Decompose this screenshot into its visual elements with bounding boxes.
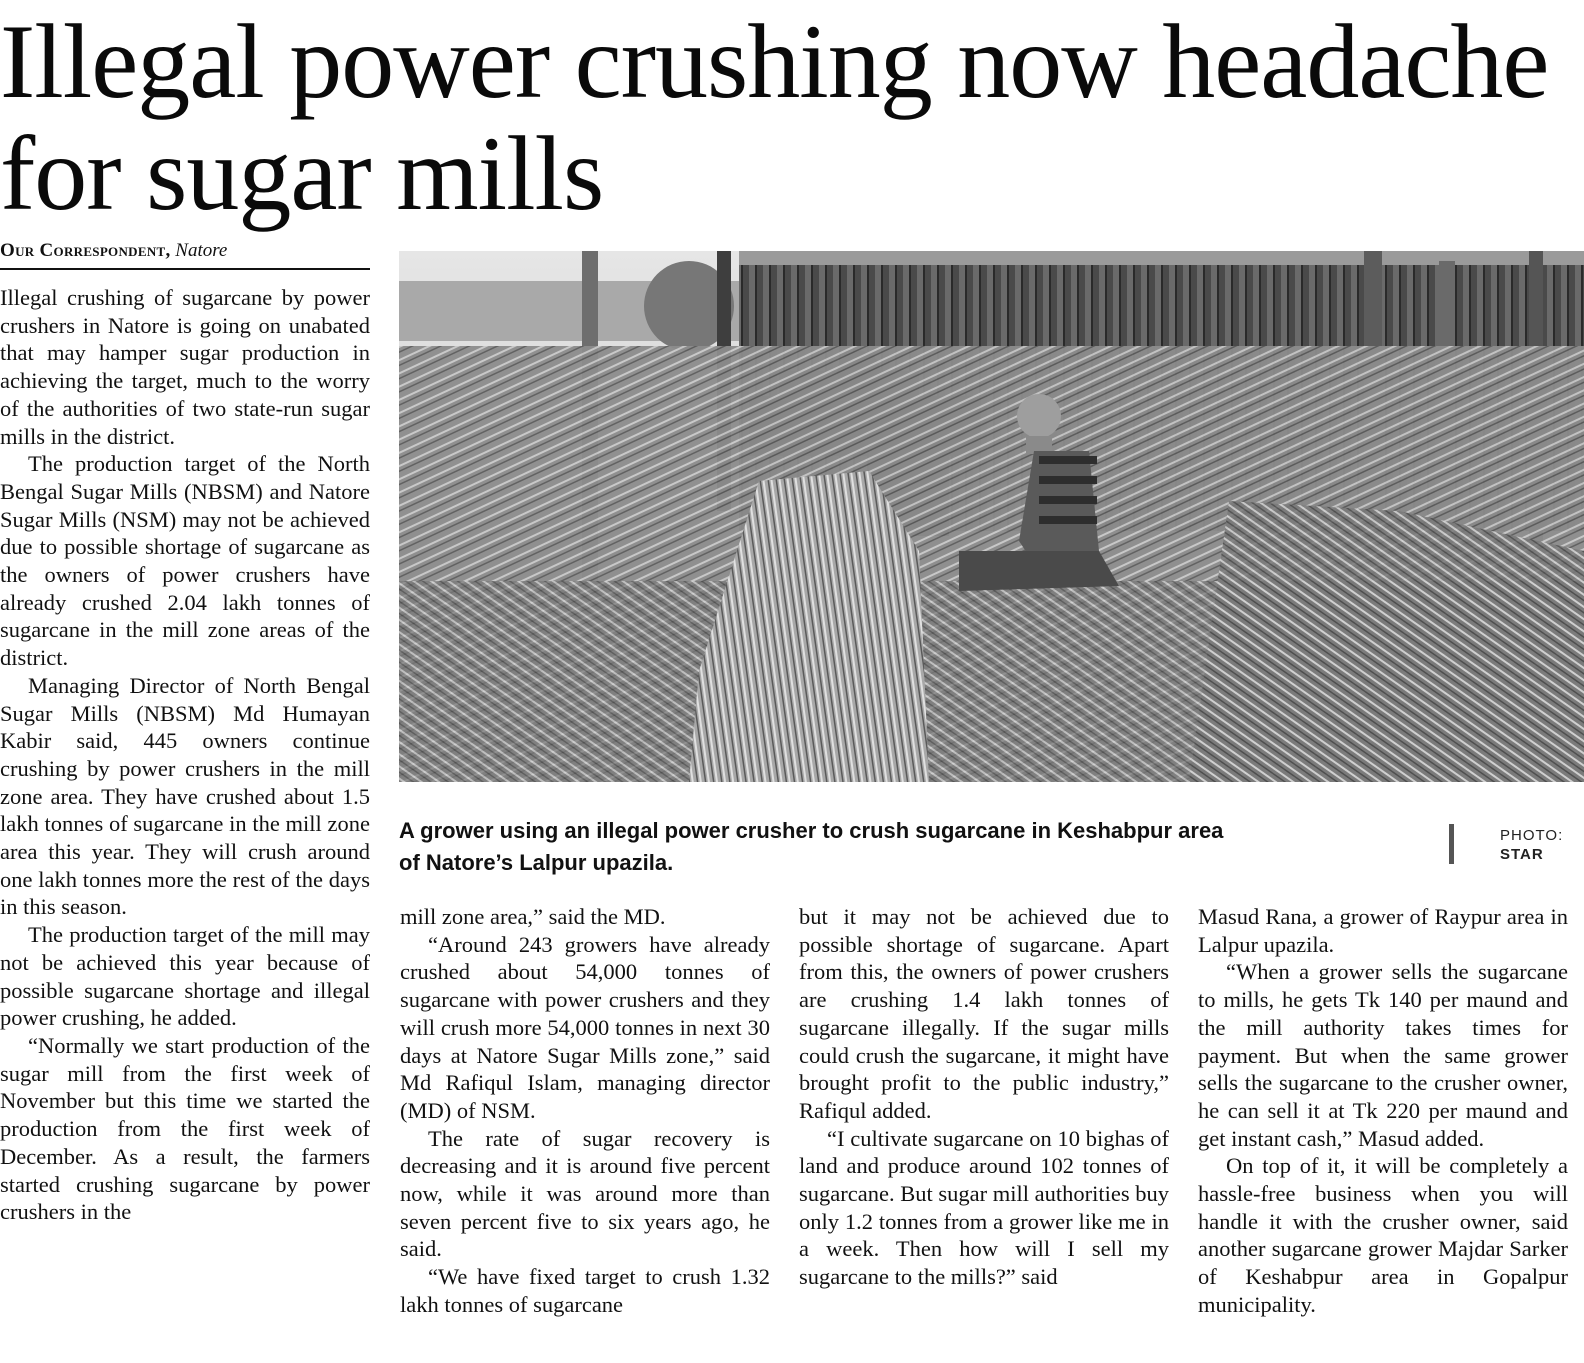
paragraph: but it may not be achieved due to possible shortage of sugarcane. Apart from this, the owners of power crushers are crushing 1.4 lakh tonnes of sugarcane illegally. If the sugar mills could crush the sugarcane, it might have brought profit to the public industry,” Rafiqul added. (799, 904, 1169, 1123)
paragraph: The production target of the North Bengal Sugar Mills (NBSM) and Natore Sugar Mills (NSM) may not be achieved due to possible shortage of sugarcane as the owners of power crushers have already crushed 2.04 lakh tonnes of sugarcane in the mill zone areas of the district. (0, 451, 370, 671)
news-photo (399, 251, 1584, 782)
headline: Illegal power crushing now headache for sugar mills (0, 3, 1549, 232)
article-column-2 (400, 903, 770, 1358)
paragraph: “We have fixed target to crush 1.32 lakh tonnes of sugarcane (400, 1264, 770, 1317)
paragraph: Illegal crushing of sugarcane by power crushers in Natore is going on unabated that may hamper sugar production in achieving the target, much to the worry of the authorities of two state-run sugar mills in the district. (0, 285, 370, 449)
paragraph: “I cultivate sugarcane on 10 bighas of land and produce around 102 tonnes of sugarcane. But sugar mill authorities buy only 1.2 tonnes from a grower like me in a week. Then how will I sell my sugarcane to the mills?” said (799, 1125, 1169, 1290)
byline-author: Our Correspondent, (0, 240, 171, 261)
photo-caption: A grower using an illegal power crusher to crush sugarcane in Keshabpur area of Natore’s Lalpur upazila. (399, 818, 1224, 875)
photo-credit (1500, 826, 1580, 864)
article-column-1 (0, 284, 370, 1356)
credit-divider (1449, 824, 1454, 864)
paragraph: Managing Director of North Bengal Sugar Mills (NBSM) Md Humayan Kabir said, 445 owners continue crushing by power crushers in the mill zone area. They have crushed about 1.5 lakh tonnes of sugarcane in the mill zone area this year. They will crush around one lakh tonnes more the rest of the days in this season. (0, 672, 370, 920)
article-column-3 (799, 903, 1169, 1358)
paragraph: The production target of the mill may not be achieved this year because of possible sugarcane shortage and illegal power crushing, he added. (0, 922, 370, 1031)
paragraph: On top of it, it will be completely a hassle-free business when you will handle it with the crusher owner, said another sugarcane grower Majdar Sarker of Keshabpur area in Gopalpur municipality. (1198, 1153, 1568, 1317)
sugarcane-crusher-photo (399, 251, 1584, 782)
article-column-4 (1198, 903, 1568, 1358)
paragraph: “Around 243 growers have already crushed about 54,000 tonnes of sugarcane with power crushers and they will crush more 54,000 tonnes in next 30 days at Natore Sugar Mills zone,” said Md Rafiqul Islam, managing director (MD) of NSM. (400, 931, 770, 1123)
paragraph: mill zone area,” said the MD. (400, 904, 666, 929)
paragraph: The rate of sugar recovery is decreasing and it is around five percent now, while it was around more than seven percent five to six years ago, he said. (400, 1125, 770, 1262)
paragraph: “Normally we start production of the sugar mill from the first week of November but this time we started the production from the first week of December. As a result, the farmers started crushing sugarcane by power crushers in the (0, 1032, 370, 1225)
paragraph: “When a grower sells the sugarcane to mills, he gets Tk 140 per maund and the mill authority takes times for payment. But when the same grower sells the sugarcane to the crusher owner, he can sell it at Tk 220 per maund and get instant cash,” Masud added. (1198, 959, 1568, 1151)
photo-credit-label: PHOTO: (1500, 827, 1564, 844)
byline (0, 240, 370, 270)
byline-place: Natore (175, 240, 228, 261)
photo-credit-source: STAR (1500, 846, 1544, 863)
paragraph: Masud Rana, a grower of Raypur area in Lalpur upazila. (1198, 904, 1568, 957)
